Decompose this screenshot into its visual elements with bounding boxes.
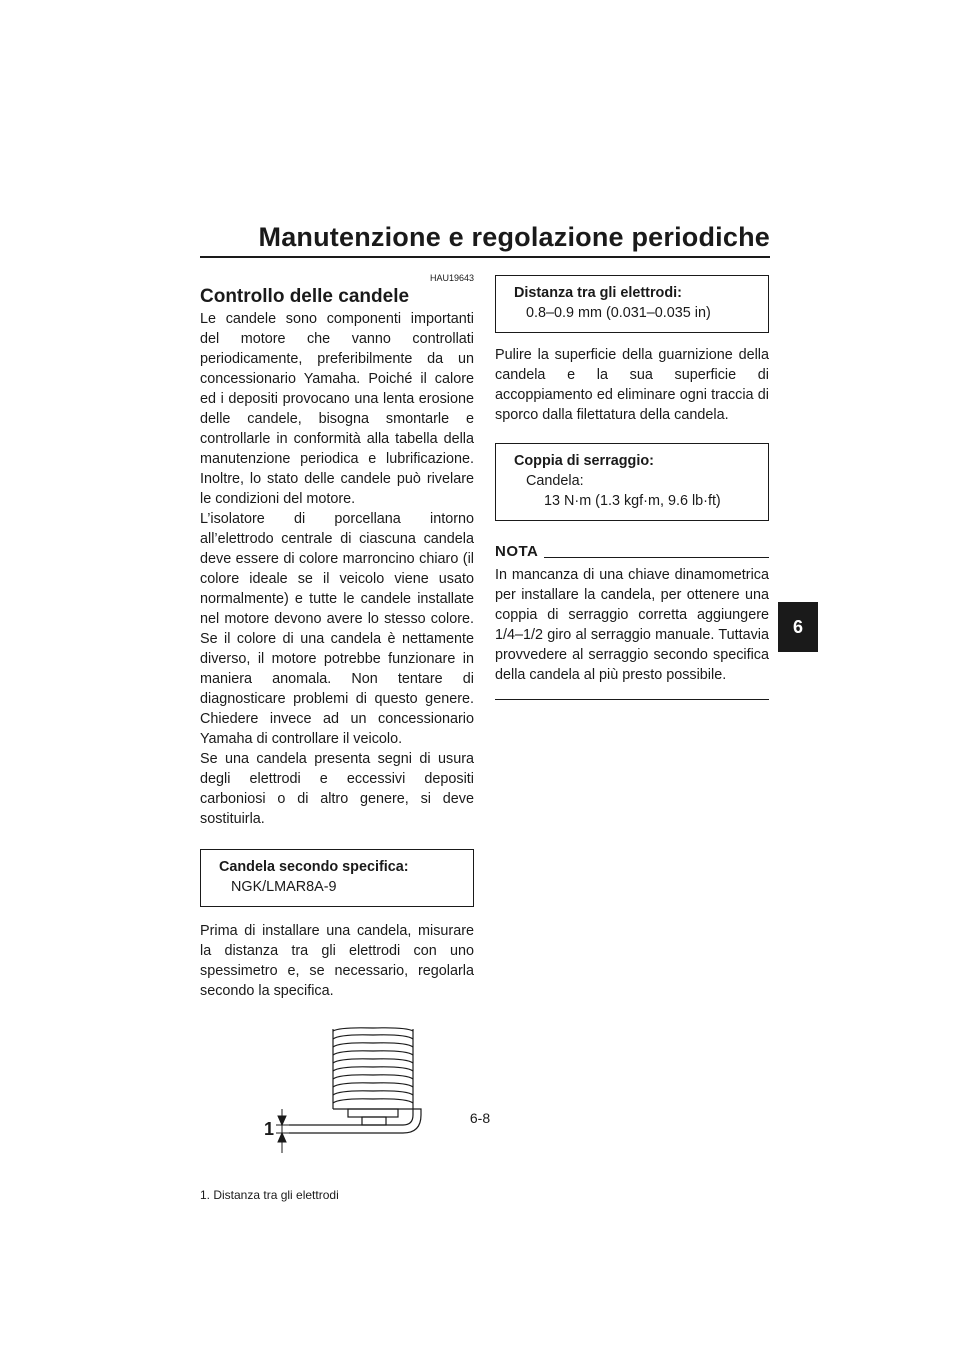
electrode-gap-spec-title: Distanza tra gli elettrodi: [514, 285, 682, 301]
spark-plug-spec-box [200, 849, 474, 907]
nota-end-rule [495, 699, 769, 700]
torque-spec-title: Coppia di serraggio: [514, 453, 654, 469]
paragraph-clean: Pulire la superficie della guarnizione della candela e la sua superficie di accoppiamento ed eliminare ogni traccia di sporco dalla filettatura della candela. [495, 347, 769, 423]
torque-spec-item: Candela: [526, 473, 584, 489]
nota-header [495, 543, 769, 561]
spark-plug-spec-title: Candela secondo specifica: [219, 859, 409, 875]
electrode-gap-spec-value: 0.8–0.9 mm (0.031–0.035 in) [526, 305, 711, 321]
electrode-gap-spec-box [495, 275, 769, 333]
paragraph-intro: Le candele sono componenti importanti del motore che vanno controllati periodicamente, preferibilmente da un concessionario Yamaha. Poiché il calore ed i depositi provocano una lenta erosione delle candele, bisogna smontarle e controllarle in conformità alla tabella della manutenzione periodica e lubrificazione. Inoltre, lo stato delle candele può rivelare le condizioni del motore. [200, 311, 474, 507]
spark-plug-spec-value: NGK/LMAR8A-9 [231, 879, 337, 895]
spark-plug-figure [200, 1013, 474, 1173]
figure-caption: 1. Distanza tra gli elettrodi [200, 1188, 339, 1202]
chapter-tab: 6 [778, 602, 818, 652]
nota-text: In mancanza di una chiave dinamometrica per installare la candela, per ottenere una coppia di serraggio corretta aggiungere 1/4–1/2 giro al serraggio manuale. Tuttavia provvedere al serraggio secondo specifica della candela al più presto possibile. [495, 567, 769, 683]
paragraph-measure-gap: Prima di installare una candela, misurare la distanza tra gli elettrodi con uno spessimetro e, se necessario, regolarla secondo la specifica. [200, 923, 474, 999]
section-code: HAU19643 [429, 273, 474, 283]
right-column [495, 275, 769, 700]
torque-spec-box [495, 443, 769, 521]
page-number: 6-8 [469, 1110, 491, 1126]
figure-callout-1: 1 [264, 1119, 275, 1139]
paragraph-insulator: L’isolatore di porcellana intorno all’elettrodo centrale di ciascuna candela deve essere di colore marroncino chiaro (il colore ideale se il veicolo viene usato normalmente) e tutte le candele installate nel motore devono avere lo stesso colore. Se il colore di una candela è nettamente diverso, il motore potrebbe funzionare in maniera anomala. Non tentare di diagnosticare problemi di questo genere. Chiedere invece ad un concessionario Yamaha di controllare il veicolo. [200, 511, 474, 747]
torque-spec-value: 13 N·m (1.3 kgf·m, 9.6 lb·ft) [544, 493, 721, 509]
page-header-title: Manutenzione e regolazione periodiche [258, 222, 770, 252]
spark-plug-gap-illustration [200, 1013, 474, 1173]
nota-rule [544, 557, 769, 558]
left-column [200, 272, 474, 1203]
section-title: Controllo delle candele [200, 286, 410, 307]
nota-label: NOTA [495, 543, 539, 560]
paragraph-replace: Se una candela presenta segni di usura degli elettrodi e eccessivi depositi carboniosi o di altro genere, si deve sostituirla. [200, 751, 474, 827]
header-rule [200, 256, 770, 258]
